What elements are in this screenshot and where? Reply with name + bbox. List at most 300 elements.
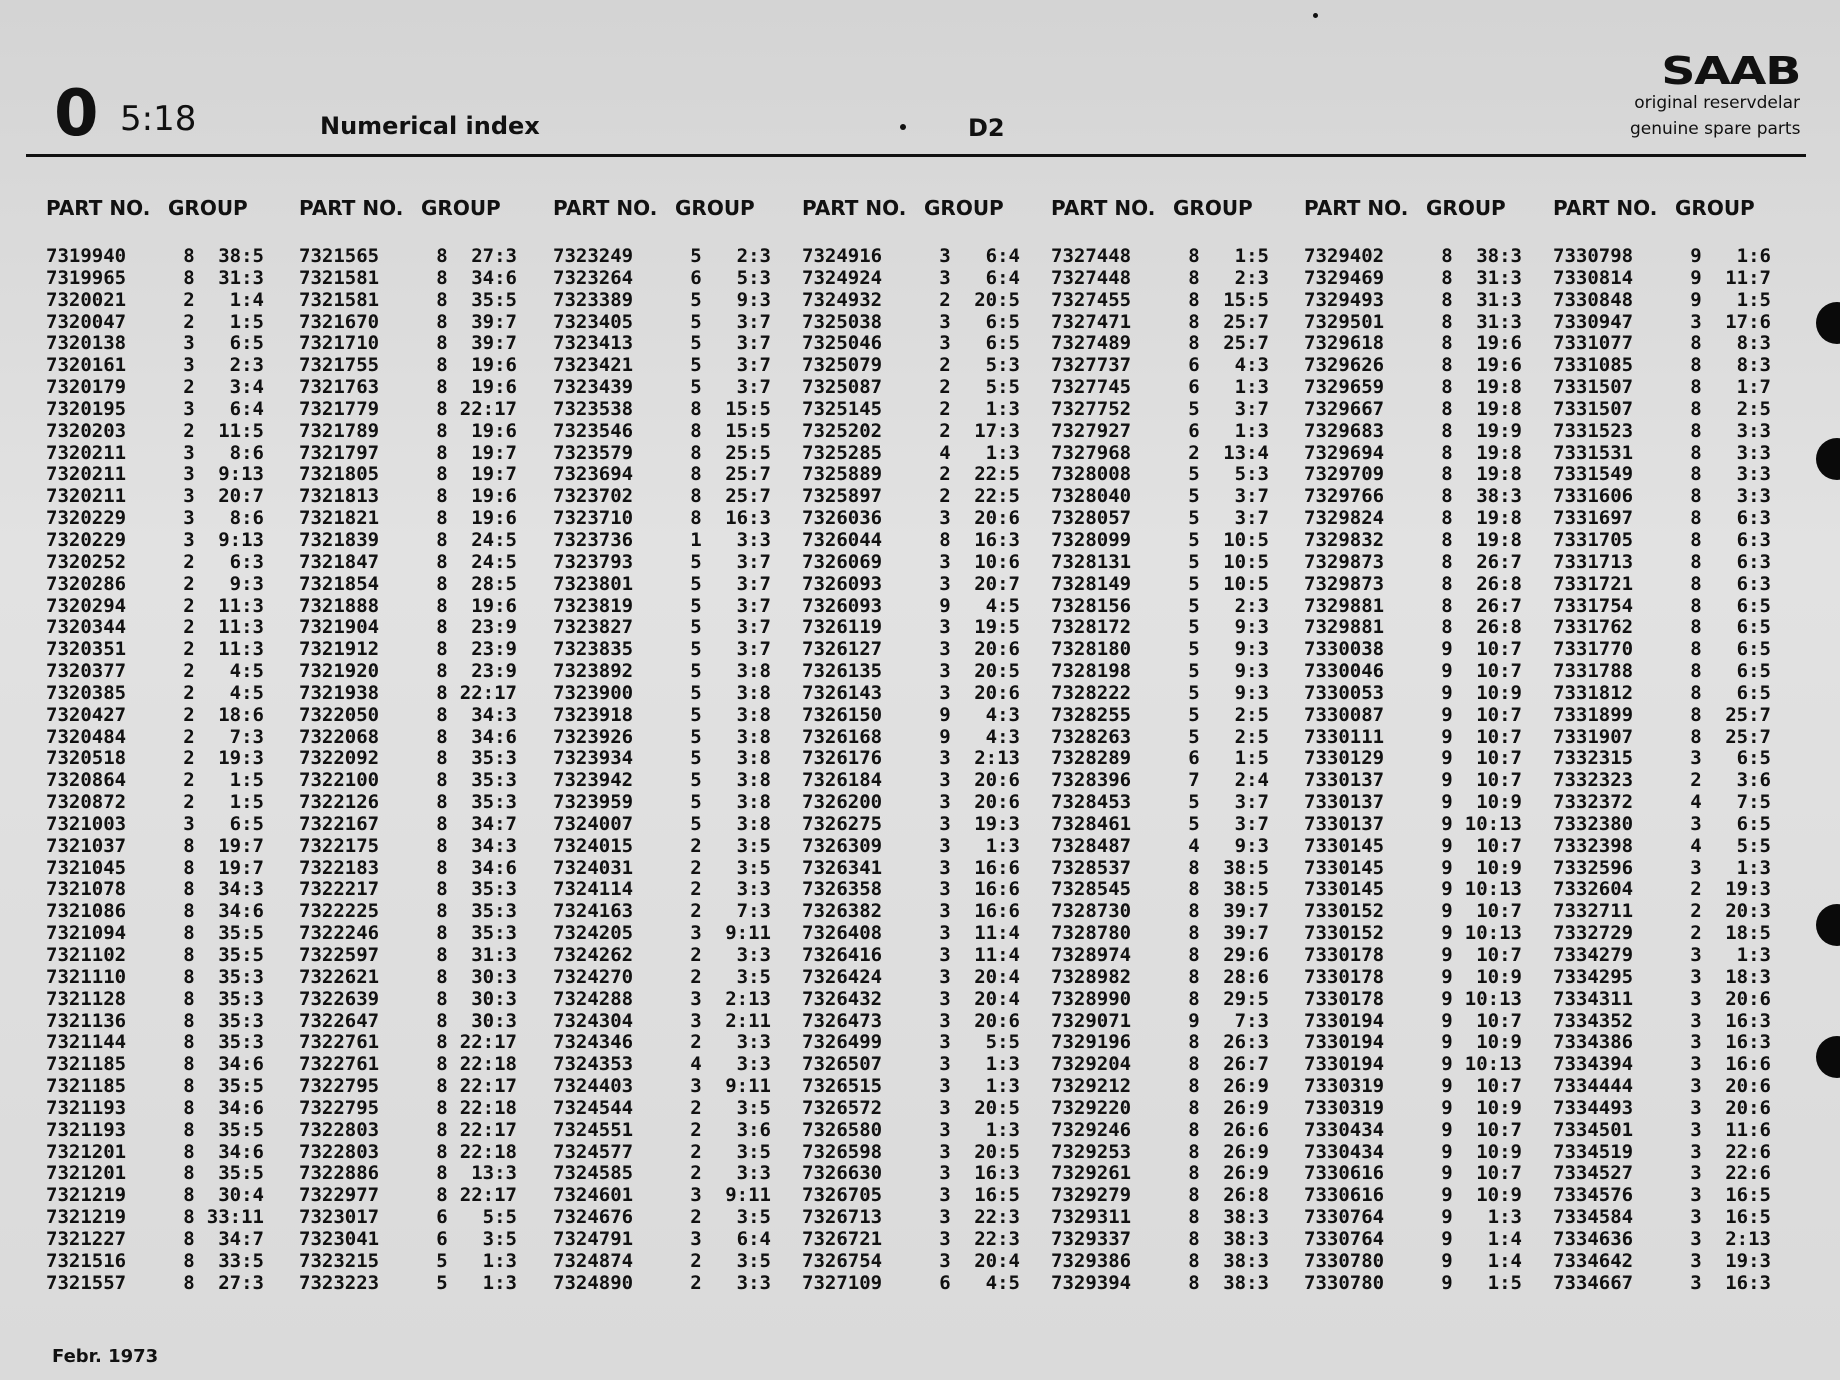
part-number: 7321110 [46, 965, 127, 988]
table-row [299, 770, 539, 792]
subgroup: 9:13 [218, 463, 264, 486]
table-row [553, 1098, 793, 1120]
subgroup: 20:4 [974, 965, 1020, 988]
group-number: 8 [690, 463, 702, 486]
group-number: 8 [183, 987, 195, 1010]
group-number: 3 [939, 878, 951, 901]
subgroup: 1:4 [1487, 1249, 1522, 1272]
table-row [1553, 989, 1793, 1011]
table-row [1051, 1054, 1291, 1076]
subgroup: 9:11 [725, 922, 771, 945]
table-row [1553, 1011, 1793, 1033]
table-row [1304, 814, 1544, 836]
table-row [802, 901, 1042, 923]
part-number: 7321193 [46, 1096, 127, 1119]
part-number: 7331770 [1553, 638, 1634, 661]
group-number: 9 [1441, 1227, 1453, 1250]
table-row [1553, 1207, 1793, 1229]
bullet-dot [900, 124, 906, 130]
part-number: 7329196 [1051, 1031, 1132, 1054]
table-row [802, 1163, 1042, 1185]
table-row [1304, 1011, 1544, 1033]
part-number: 7324916 [802, 245, 883, 267]
part-number: 7330111 [1304, 725, 1385, 748]
group-number: 3 [1690, 1162, 1702, 1185]
table-row [802, 1229, 1042, 1251]
table-row [299, 290, 539, 312]
part-number: 7321003 [46, 812, 127, 835]
subgroup: 3:5 [482, 1227, 517, 1250]
table-row [1304, 1251, 1544, 1273]
group-number: 2 [939, 419, 951, 442]
subgroup: 3:3 [1736, 419, 1771, 442]
part-number: 7321557 [46, 1271, 127, 1294]
subgroup: 22:17 [459, 1184, 517, 1207]
group-number: 9 [1441, 660, 1453, 683]
part-number: 7324551 [553, 1118, 634, 1141]
subgroup: 20:7 [974, 572, 1020, 595]
subgroup: 30:3 [471, 1009, 517, 1032]
group-number: 2 [183, 638, 195, 661]
saab-logo [1630, 49, 1801, 142]
table-row [1051, 464, 1291, 486]
table-row [1304, 1207, 1544, 1229]
table-row [46, 486, 286, 508]
group-number: 3 [1690, 1227, 1702, 1250]
subgroup: 30:4 [218, 1184, 264, 1207]
subgroup: 20:7 [218, 485, 264, 508]
part-number: 7323389 [553, 288, 634, 311]
table-row [553, 1011, 793, 1033]
part-number: 7331531 [1553, 441, 1634, 464]
part-number: 7323538 [553, 397, 634, 420]
group-number: 3 [939, 812, 951, 835]
binder-hole [1816, 904, 1840, 946]
subgroup: 6:5 [1736, 638, 1771, 661]
subgroup: 18:5 [1725, 922, 1771, 945]
group-number: 6 [1188, 354, 1200, 377]
subgroup: 39:7 [1223, 900, 1269, 923]
part-number: 7328255 [1051, 703, 1132, 726]
subgroup: 27:3 [218, 1271, 264, 1294]
group-number: 8 [436, 681, 448, 704]
table-row [1553, 1098, 1793, 1120]
subgroup: 28:6 [1223, 965, 1269, 988]
group-number: 3 [690, 1075, 702, 1098]
group-number: 3 [939, 1249, 951, 1272]
group-number: 8 [183, 834, 195, 857]
group-number: 3 [1690, 1271, 1702, 1294]
part-number: 7323819 [553, 594, 634, 617]
group-number: 3 [939, 944, 951, 966]
group-number: 9 [1441, 747, 1453, 770]
part-number: 7323736 [553, 528, 634, 551]
subgroup: 20:6 [974, 1009, 1020, 1032]
group-number: 5 [690, 747, 702, 770]
table-row [802, 945, 1042, 967]
subgroup: 3:8 [736, 681, 771, 704]
part-number: 7327968 [1051, 441, 1132, 464]
part-no-header: PART NO. [46, 196, 151, 220]
brand-tagline-2: genuine spare parts [1630, 119, 1801, 139]
subgroup: 3:7 [736, 638, 771, 661]
subgroup: 7:3 [229, 725, 264, 748]
subgroup: 15:5 [725, 397, 771, 420]
group-number: 2 [183, 681, 195, 704]
part-number: 7324932 [802, 288, 883, 311]
table-row [46, 246, 286, 268]
table-row [299, 1120, 539, 1142]
group-number: 9 [1441, 812, 1453, 835]
part-number: 7326580 [802, 1118, 883, 1141]
subgroup: 25:7 [1725, 703, 1771, 726]
part-number: 7329873 [1304, 550, 1385, 573]
table-row [1051, 1163, 1291, 1185]
part-number: 7328156 [1051, 594, 1132, 617]
table-row [802, 617, 1042, 639]
table-row [1553, 246, 1793, 268]
subgroup: 10:7 [1476, 1118, 1522, 1141]
table-row [299, 1054, 539, 1076]
group-number: 9 [1441, 1249, 1453, 1272]
subgroup: 9:3 [1234, 834, 1269, 857]
table-row [1051, 1076, 1291, 1098]
subgroup: 19:5 [974, 616, 1020, 639]
part-number: 7325889 [802, 463, 883, 486]
group-number: 2 [939, 354, 951, 377]
table-row [553, 923, 793, 945]
subgroup: 22:18 [459, 1096, 517, 1119]
group-number: 9 [1441, 1140, 1453, 1163]
table-row [1304, 399, 1544, 421]
subgroup: 4:5 [229, 681, 264, 704]
part-number: 7330798 [1553, 245, 1634, 267]
subgroup: 3:8 [736, 725, 771, 748]
subgroup: 20:4 [974, 1249, 1020, 1272]
table-row [1304, 443, 1544, 465]
part-number: 7329694 [1304, 441, 1385, 464]
part-number: 7331788 [1553, 660, 1634, 683]
subgroup: 1:3 [482, 1271, 517, 1294]
subgroup: 1:3 [985, 441, 1020, 464]
subgroup: 27:3 [471, 245, 517, 267]
group-number: 8 [1690, 376, 1702, 399]
subgroup: 26:9 [1223, 1140, 1269, 1163]
group-number: 3 [939, 1075, 951, 1098]
group-number: 3 [183, 463, 195, 486]
subgroup: 23:9 [471, 660, 517, 683]
part-number: 7320385 [46, 681, 127, 704]
part-number: 7324288 [553, 987, 634, 1010]
subgroup: 35:5 [471, 288, 517, 311]
group-number: 2 [690, 944, 702, 966]
table-row [1304, 1120, 1544, 1142]
group-number: 3 [1690, 310, 1702, 333]
group-number: 8 [1690, 572, 1702, 595]
subgroup: 35:5 [218, 1118, 264, 1141]
group-number: 3 [1690, 1206, 1702, 1229]
group-number: 9 [939, 703, 951, 726]
group-number: 8 [436, 310, 448, 333]
group-number: 8 [436, 856, 448, 879]
subgroup: 1:4 [1487, 1227, 1522, 1250]
part-number: 7327745 [1051, 376, 1132, 399]
subgroup: 6:4 [985, 266, 1020, 289]
group-number: 5 [1188, 507, 1200, 530]
table-row [553, 1054, 793, 1076]
table-row [1304, 727, 1544, 749]
group-number: 8 [183, 245, 195, 267]
group-number: 8 [1441, 550, 1453, 573]
table-row [553, 552, 793, 574]
group-header: GROUP [168, 196, 248, 220]
group-number: 8 [1441, 376, 1453, 399]
group-number: 8 [183, 1206, 195, 1229]
group-number: 3 [939, 1162, 951, 1185]
group-number: 8 [183, 1009, 195, 1032]
subgroup: 39:7 [471, 332, 517, 355]
subgroup: 9:11 [725, 1075, 771, 1098]
subgroup: 19:7 [471, 463, 517, 486]
group-number: 8 [183, 1031, 195, 1054]
part-number: 7324163 [553, 900, 634, 923]
index-column [553, 196, 793, 1295]
subgroup: 26:8 [1476, 616, 1522, 639]
table-row [46, 508, 286, 530]
group-number: 8 [1690, 660, 1702, 683]
part-number: 7322803 [299, 1140, 380, 1163]
subgroup: 3:7 [1234, 507, 1269, 530]
group-number: 9 [1441, 1162, 1453, 1185]
group-number: 4 [690, 1053, 702, 1076]
group-number: 8 [436, 507, 448, 530]
part-number: 7334394 [1553, 1053, 1634, 1076]
subgroup: 10:9 [1476, 1140, 1522, 1163]
table-row [46, 1229, 286, 1251]
subgroup: 20:6 [1725, 1075, 1771, 1098]
part-number: 7321920 [299, 660, 380, 683]
part-number: 7326754 [802, 1249, 883, 1272]
table-row [299, 312, 539, 334]
part-number: 7320047 [46, 310, 127, 333]
subgroup: 35:3 [471, 878, 517, 901]
group-number: 8 [1188, 922, 1200, 945]
part-number: 7321078 [46, 878, 127, 901]
subgroup: 34:6 [471, 266, 517, 289]
part-number: 7327448 [1051, 266, 1132, 289]
subgroup: 5:5 [482, 1206, 517, 1229]
group-header: GROUP [1173, 196, 1253, 220]
part-number: 7329873 [1304, 572, 1385, 595]
table-row [46, 639, 286, 661]
table-row [1553, 312, 1793, 334]
table-row [802, 770, 1042, 792]
subgroup: 17:3 [974, 419, 1020, 442]
subgroup: 20:5 [974, 1140, 1020, 1163]
part-no-header: PART NO. [1304, 196, 1409, 220]
part-number: 7320179 [46, 376, 127, 399]
group-number: 3 [939, 769, 951, 792]
table-row [802, 858, 1042, 880]
subgroup: 2:3 [1234, 594, 1269, 617]
table-row [299, 464, 539, 486]
subgroup: 11:4 [974, 944, 1020, 966]
part-no-header: PART NO. [1051, 196, 1156, 220]
table-row [553, 355, 793, 377]
group-number: 3 [939, 1206, 951, 1229]
table-row [1051, 268, 1291, 290]
subgroup: 19:3 [1725, 1249, 1771, 1272]
subgroup: 26:8 [1476, 572, 1522, 595]
table-row [1553, 1032, 1793, 1054]
group-number: 2 [183, 703, 195, 726]
table-row [553, 661, 793, 683]
part-number: 7323249 [553, 245, 634, 267]
group-number: 5 [690, 572, 702, 595]
part-number: 7329766 [1304, 485, 1385, 508]
subgroup: 5:3 [1234, 463, 1269, 486]
part-number: 7329659 [1304, 376, 1385, 399]
subgroup: 25:7 [725, 463, 771, 486]
table-row [299, 945, 539, 967]
group-number: 8 [1441, 288, 1453, 311]
group-number: 5 [690, 681, 702, 704]
group-number: 9 [1441, 987, 1453, 1010]
group-number: 5 [690, 288, 702, 311]
part-number: 7328099 [1051, 528, 1132, 551]
column-header [802, 196, 1042, 246]
group-number: 3 [183, 812, 195, 835]
subgroup: 20:6 [974, 791, 1020, 814]
group-number: 8 [436, 791, 448, 814]
group-number: 3 [939, 245, 951, 267]
subgroup: 2:11 [725, 1009, 771, 1032]
subgroup: 1:3 [1487, 1206, 1522, 1229]
subgroup: 10:9 [1476, 965, 1522, 988]
part-number: 7321821 [299, 507, 380, 530]
group-number: 8 [1188, 1075, 1200, 1098]
table-row [1304, 879, 1544, 901]
subgroup: 10:13 [1464, 922, 1522, 945]
group-number: 3 [1690, 1184, 1702, 1207]
group-number: 3 [183, 528, 195, 551]
part-number: 7323041 [299, 1227, 380, 1250]
part-number: 7320211 [46, 463, 127, 486]
subgroup: 16:3 [974, 1162, 1020, 1185]
part-number: 7327448 [1051, 245, 1132, 267]
part-number: 7326473 [802, 1009, 883, 1032]
table-row [46, 268, 286, 290]
group-number: 5 [690, 376, 702, 399]
group-number: 2 [183, 747, 195, 770]
group-number: 8 [436, 528, 448, 551]
subgroup: 20:5 [974, 660, 1020, 683]
part-number: 7322639 [299, 987, 380, 1010]
table-row [46, 989, 286, 1011]
table-row [46, 661, 286, 683]
subgroup: 34:3 [471, 703, 517, 726]
subgroup: 22:3 [974, 1206, 1020, 1229]
part-number: 7325897 [802, 485, 883, 508]
part-number: 7323694 [553, 463, 634, 486]
part-number: 7321581 [299, 288, 380, 311]
subgroup: 22:17 [459, 1075, 517, 1098]
table-row [553, 858, 793, 880]
part-number: 7334527 [1553, 1162, 1634, 1185]
part-number: 7320864 [46, 769, 127, 792]
table-row [1051, 727, 1291, 749]
table-row [802, 1076, 1042, 1098]
subgroup: 3:5 [736, 1140, 771, 1163]
part-number: 7327927 [1051, 419, 1132, 442]
part-number: 7329709 [1304, 463, 1385, 486]
group-number: 8 [1690, 594, 1702, 617]
subgroup: 38:3 [1223, 1206, 1269, 1229]
subgroup: 3:7 [736, 594, 771, 617]
group-number: 3 [183, 397, 195, 420]
section-code: D2 [968, 114, 1005, 142]
table-row [299, 1011, 539, 1033]
subgroup: 5:3 [985, 354, 1020, 377]
group-number: 9 [1441, 1031, 1453, 1054]
group-number: 2 [1690, 769, 1702, 792]
subgroup: 38:5 [1223, 878, 1269, 901]
subgroup: 5:5 [985, 1031, 1020, 1054]
group-number: 8 [1441, 310, 1453, 333]
column-header [299, 196, 539, 246]
index-table [46, 196, 1806, 1306]
part-number: 7325285 [802, 441, 883, 464]
table-row [553, 989, 793, 1011]
subgroup: 9:3 [229, 572, 264, 595]
subgroup: 35:3 [471, 747, 517, 770]
subgroup: 6:3 [1736, 572, 1771, 595]
table-row [46, 1207, 286, 1229]
part-number: 7324676 [553, 1206, 634, 1229]
table-row [1553, 1054, 1793, 1076]
part-number: 7324874 [553, 1249, 634, 1272]
table-row [802, 246, 1042, 268]
part-number: 7324544 [553, 1096, 634, 1119]
table-row [802, 290, 1042, 312]
subgroup: 3:5 [736, 1249, 771, 1272]
table-row [1304, 748, 1544, 770]
binder-hole [1816, 1036, 1840, 1078]
table-row [299, 639, 539, 661]
group-number: 5 [690, 638, 702, 661]
part-number: 7326572 [802, 1096, 883, 1119]
table-row [1051, 836, 1291, 858]
subgroup: 10:7 [1476, 725, 1522, 748]
group-number: 8 [1441, 266, 1453, 289]
table-row [802, 705, 1042, 727]
part-number: 7334386 [1553, 1031, 1634, 1054]
table-row [802, 530, 1042, 552]
group-number: 3 [939, 616, 951, 639]
table-row [299, 858, 539, 880]
table-row [1051, 421, 1291, 443]
group-number: 8 [690, 507, 702, 530]
table-row [553, 748, 793, 770]
part-number: 7328974 [1051, 944, 1132, 966]
table-row [1553, 1120, 1793, 1142]
group-number: 3 [939, 681, 951, 704]
part-number: 7328289 [1051, 747, 1132, 770]
group-number: 8 [436, 1031, 448, 1054]
table-row [1051, 1098, 1291, 1120]
group-number: 5 [690, 550, 702, 573]
table-row [1304, 333, 1544, 355]
